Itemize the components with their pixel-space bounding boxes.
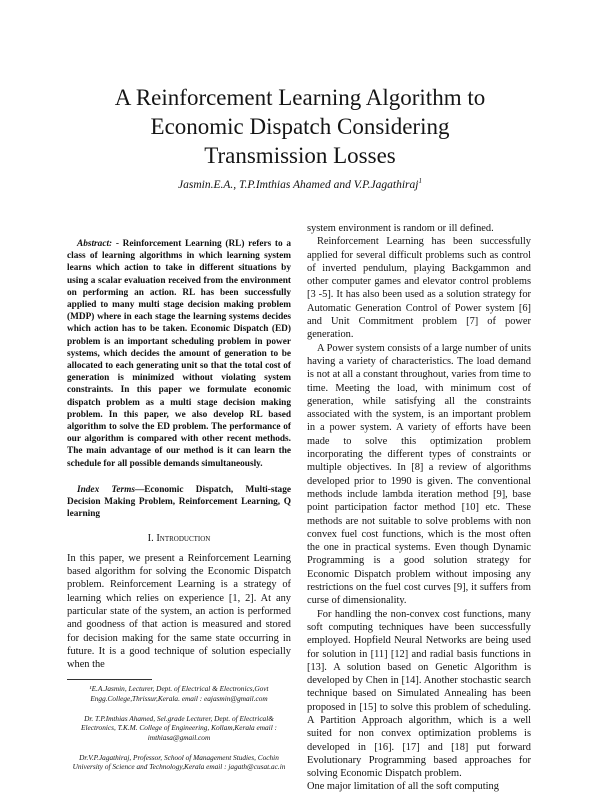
abstract-text: - Reinforcement Learning (RL) refers to a class of learning algorithms in which learning system learns which action to take in different situations by using a scalar evaluation received from the environment on performing an action. RL has been successfully applied to many multi stage decision making problem (MDP) where in each stage the learning systems decides which action has to be taken. Economic Dispatch (ED) problem is an important scheduling problem in power systems, which decides the amount of generation to be allocated to each generating unit so that the total cost of generation is minimized without violating system constraints. In this paper we formulate economic dispatch problem as a multi stage decision making problem. In this paper, we also develop RL based algorithm to solve the ED problem. The performance of our algorithm is compared with other recent methods. The main advantage of our method is it can learn the schedule for all possible demands simultaneously. [67,239,291,469]
index-terms-text: —Economic Dispatch, Multi-stage Decision Making Problem, Reinforcement Learning, Q learning [67,484,291,520]
paragraph-continued: system environment is random or ill defined. [307,223,494,234]
index-terms [67,484,291,521]
footnote-3: Dr.V.P.Jagathiraj, Professor, School of Management Studies, Cochin University of Science and Technology,Kerala email : jagath@cusat.ac.in [72,752,286,772]
left-column [67,238,291,783]
paragraph-rl-applications: Reinforcement Learning has been successfully applied for several difficult problems such as control of inverted pendulum, playing Backgammon and other computer games and elevator control problems [3 -5]. It has also been used as a solution strategy for Automatic Generation Control of Power system [6] and Unit Commitment problem [7] of power generation. [307,236,531,341]
authors-sup: 1 [418,177,422,185]
author-list [0,177,600,191]
intro-paragraph: In this paper, we present a Reinforcement Learning based algorithm for solving the Economic Dispatch problem. Reinforcement Learning is a strategy of learning which relies on experience [1, 2]. At any particular state of the system, an action is performed and goodness of that action is measured and stored for decision making for the same state occurring in future. It is a good technique of solution especially when the [67,552,291,671]
title-line-1: A Reinforcement Learning Algorithm to [114,85,486,110]
footnote-1: ¹E.A.Jasmin, Lecturer, Dept. of Electrical & Electronics,Govt Engg.College,Thrissur,Kerala. email : eajasmin@gmail.com [89,684,269,703]
paragraph-limitation: One major limitation of all the soft computing [307,781,499,793]
footnote-2: Dr. T.P.Imthias Ahamed, Sel.grade Lecturer, Dept. of Electrical& Electronics, T.K.M. College of Engineering, Kollam,Kerala email : imthiasa@gmail.com [81,714,277,742]
paragraph-soft-computing: For handling the non-convex cost functions, many soft computing techniques have been successfully employed. Hopfield Neural Networks are being used for solution in [11] [12] and radial basis functions in [13]. A solution based on Genetic Algorithm is developed by Chen in [14]. Another stochastic search technique based on Simulated Annealing has been proposed in [15] to solve this problem of scheduling. A Partition Approach algorithm, which is a well suited for non convex optimization problems is developed in [16]. [17] and [18] put forward Evolutionary Programming based approaches for solving Economic Dispatch problem. [307,608,531,780]
authors-text: Jasmin.E.A., T.P.Imthias Ahamed and V.P.Jagathiraj [178,178,419,191]
section-heading [67,532,291,545]
paper-title [0,83,600,170]
title-line-2: Economic Dispatch Considering [150,114,450,139]
title-line-3: Transmission Losses [204,143,396,168]
paragraph-power-system: A Power system consists of a large number of units having a variety of characteristics. The load demand is not at all a constant throughout, varies from time to time. Meeting the load, with minimum cost of generation, while satisfying all the constraints associated with the system, is an important problem in a power system. A variety of efforts have been made to solve this optimization problem incorporating the different types of constraints or multiple objectives. In [8] a review of algorithms developed prior to 1990 is given. The conventional methods include lambda iteration method [9], base point participation factor method [10] etc. These methods are not suitable to solve problems with non convex fuel cost functions, which is the most often the one in practical systems. Even though Dynamic Programming is a good solution strategy for Economic Dispatch problem without imposing any restrictions on the fuel cost curves [9], it suffers from curse of dimensionality. [307,342,531,607]
abstract-label: Abstract: [77,239,116,249]
abstract [67,238,291,470]
footnote-rule [67,679,152,680]
section-number: I. [147,533,157,545]
right-column [307,222,531,794]
index-terms-label: Index Terms [77,484,135,495]
section-title: Introduction [156,533,211,545]
